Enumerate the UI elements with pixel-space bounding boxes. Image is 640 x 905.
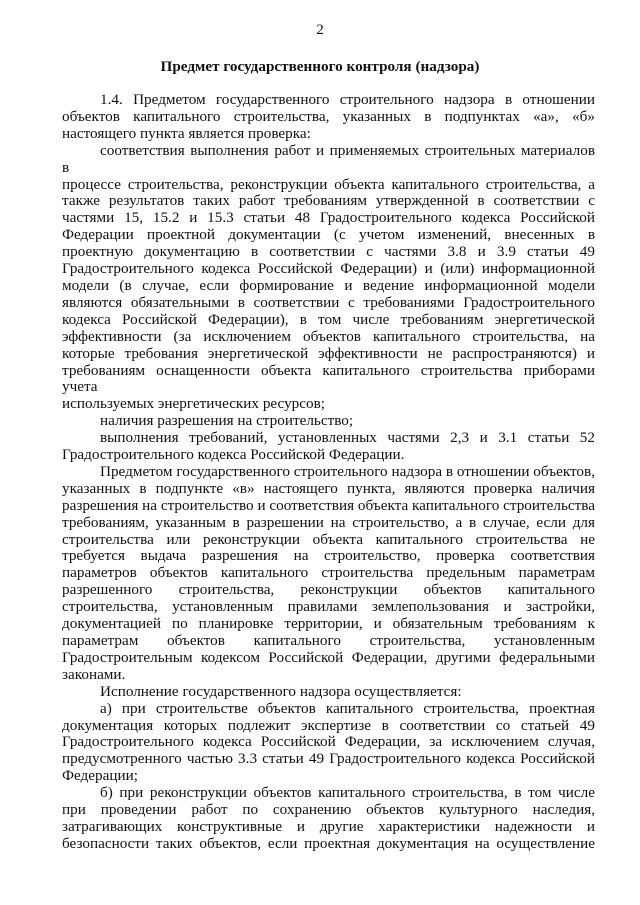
text-line: безопасности таких объектов, если проектная документация на осуществление xyxy=(62,834,595,852)
section-heading: Предмет государственного контроля (надзора) xyxy=(160,58,480,75)
text-line: при проведении работ по сохранению объектов культурного наследия, xyxy=(62,801,595,819)
text-line: документация которых подлежит экспертизе в соответствии со статьей 49 xyxy=(62,716,595,734)
text-line: Федерации проектной документации (с учетом изменений, внесенных в xyxy=(62,226,595,244)
text-line: частями 15, 15.2 и 15.3 статьи 48 Градостроительного кодекса Российской xyxy=(62,209,595,227)
paragraph xyxy=(62,413,595,430)
text-line: указанных в подпункте «в» настоящего пункта, являются проверка наличия xyxy=(62,479,595,497)
text-line: Исполнение государственного надзора осуществляется: xyxy=(100,682,462,700)
text-line: кодекса Российской Федерации), в том числе требованиям энергетической xyxy=(62,310,595,328)
text-line: настоящего пункта является проверка: xyxy=(62,124,311,142)
paragraph xyxy=(62,701,595,786)
text-line: строительства или реконструкции объекта капитального строительства не xyxy=(62,530,595,548)
text-line: соответствия выполнения работ и применяемых строительных материалов в xyxy=(62,141,595,176)
text-line: затрагивающих конструктивные и другие характеристики надежности и xyxy=(62,817,595,835)
text-line: Градостроительного кодекса Российской Федерации. xyxy=(62,446,405,464)
text-line: законами. xyxy=(62,665,126,683)
text-line: разрешенного строительства, реконструкции объектов капитального xyxy=(62,581,595,599)
text-line: параметрам объектов капитального строительства, установленным xyxy=(62,632,595,649)
text-line: параметров объектов капитального строительства предельным параметрам xyxy=(62,564,595,582)
text-line: объектов капитального строительства, указанных в подпунктах «а», «б» xyxy=(62,107,595,125)
text-line: Федерации; xyxy=(62,767,138,785)
text-line: разрешения на строительство и соответствия объекта капитального строительства xyxy=(62,496,595,514)
paragraph xyxy=(62,92,595,143)
text-line: строительства, установленным правилами землепользования и застройки, xyxy=(62,598,595,616)
text-line: требуется выдача разрешения на строительство, проверка соответствия xyxy=(62,547,595,565)
text-line: Градостроительным кодексом Российской Федерации, другими федеральными xyxy=(62,648,595,666)
paragraph xyxy=(62,684,595,701)
text-line: также результатов таких работ требованиям утвержденной в соответствии с xyxy=(62,192,595,210)
text-line: документацией по планировке территории, и обязательным требованиям к xyxy=(62,615,595,633)
text-line: требованиям оснащенности объекта капитального строительства приборами учета xyxy=(62,361,595,396)
text-line: используемых энергетических ресурсов; xyxy=(62,395,325,413)
text-line: которые требования энергетической эффективности не распространяются) и xyxy=(62,344,595,362)
paragraph xyxy=(62,143,595,414)
text-line: а) при строительстве объектов капитального строительства, проектная xyxy=(100,699,595,717)
paragraph xyxy=(62,430,595,464)
text-line: Предметом государственного строительного надзора в отношении объектов, xyxy=(100,462,595,480)
page-number: 2 xyxy=(316,21,324,38)
text-line: требованиям, указанным в разрешении на строительство, а в случае, если для xyxy=(62,513,595,531)
text-line: являются обязательными в соответствии с требованиями Градостроительного xyxy=(62,293,595,311)
text-line: предусмотренного частью 3.3 статьи 49 Градостроительного кодекса Российской xyxy=(62,750,595,768)
text-line: процессе строительства, реконструкции объекта капитального строительства, а xyxy=(62,175,595,193)
text-line: эффективности (за исключением объектов капитального строительства, на xyxy=(62,327,595,345)
text-line: выполнения требований, установленных частями 2,3 и 3.1 статьи 52 xyxy=(100,429,595,447)
text-line: проектную документацию в соответствии с частями 3.8 и 3.9 статьи 49 xyxy=(62,243,595,261)
text-line: наличия разрешения на строительство; xyxy=(100,412,354,430)
paragraph xyxy=(62,785,595,853)
text-line: б) при реконструкции объектов капитального строительства, в том числе xyxy=(100,784,595,802)
text-line: Градостроительного кодекса Российской Федерации) и (или) информационной xyxy=(62,260,595,278)
text-line: Градостроительного кодекса Российской Федерации, за исключением случая, xyxy=(62,733,595,751)
body-text xyxy=(62,92,595,853)
text-line: модели (в случае, если формирование и ведение информационной модели xyxy=(62,276,595,294)
text-line: 1.4. Предметом государственного строительного надзора в отношении xyxy=(100,91,595,108)
paragraph xyxy=(62,464,595,684)
